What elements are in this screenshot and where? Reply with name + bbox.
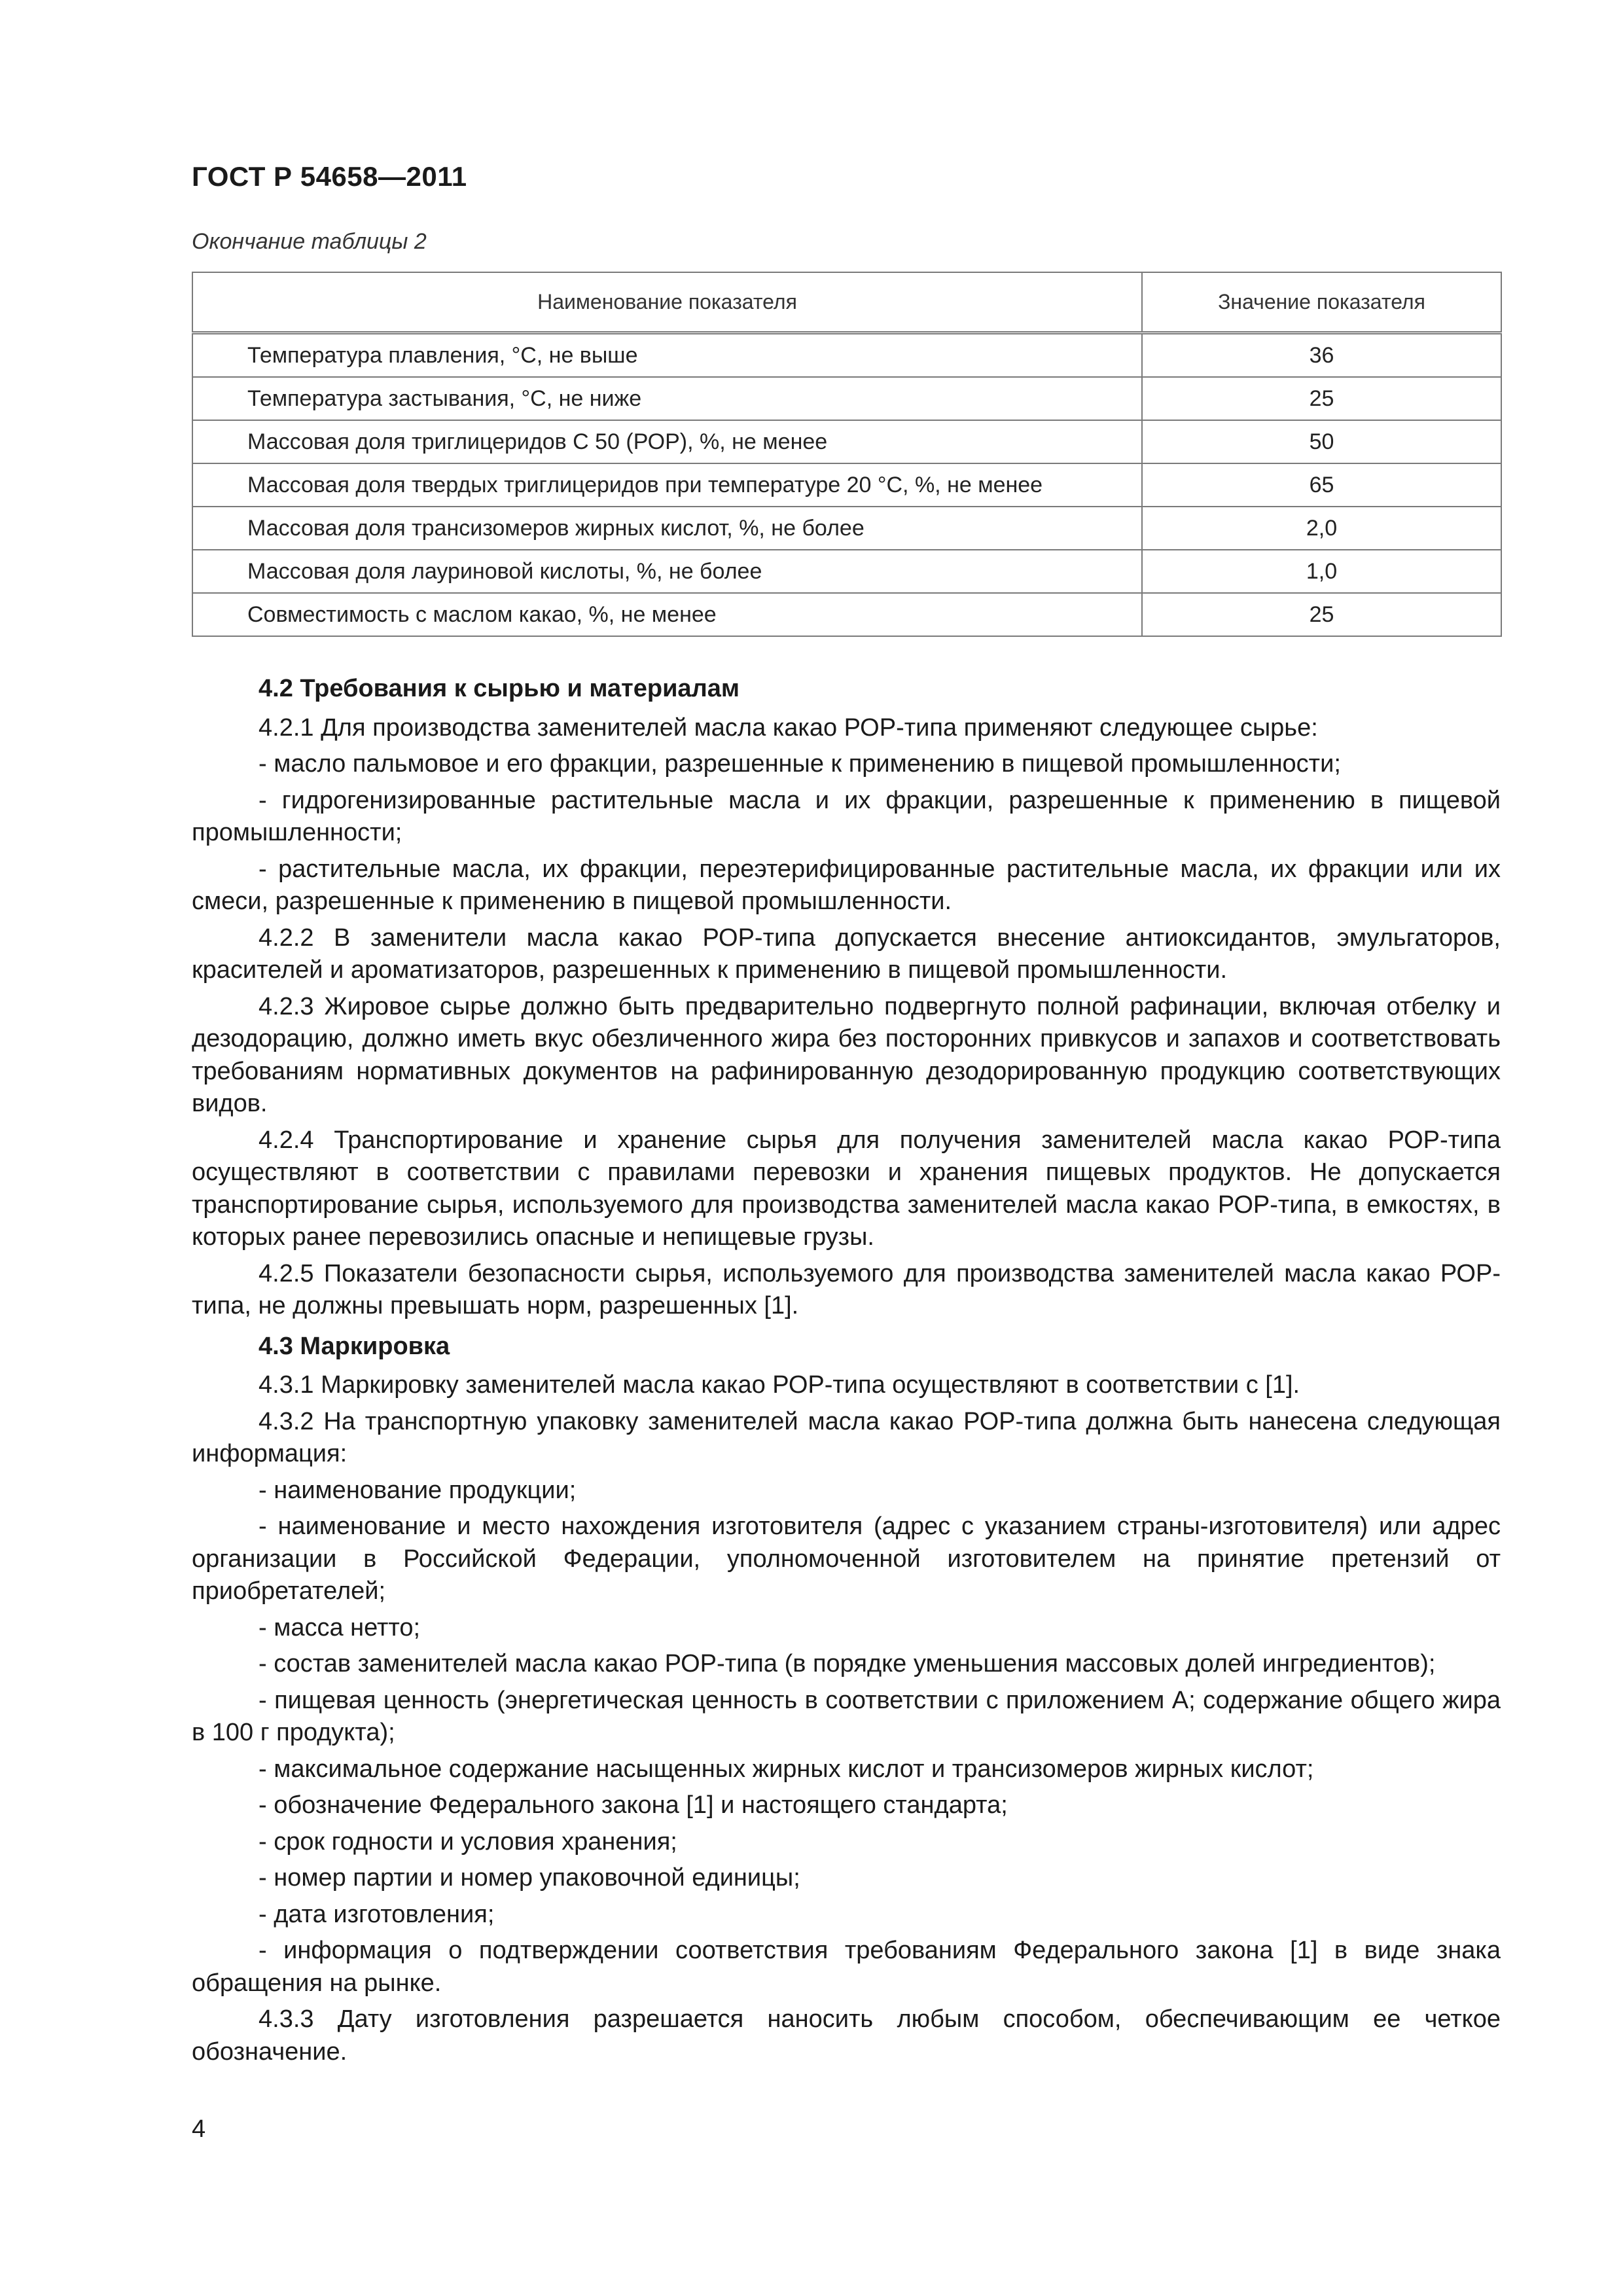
indicator-name: Массовая доля лауриновой кислоты, %, не более <box>192 550 1142 593</box>
indicators-table <box>192 272 1502 637</box>
table-row <box>192 507 1501 550</box>
indicator-value: 1,0 <box>1142 550 1501 593</box>
column-header-value: Значение показателя <box>1142 272 1501 333</box>
indicator-name: Массовая доля твердых триглицеридов при температуре 20 °С, %, не менее <box>192 463 1142 507</box>
paragraph-4-3-1: 4.3.1 Маркировку заменителей масла какао РОР-типа осуществляют в соответствии с [1]. <box>259 1371 1300 1399</box>
section-heading-4-3: 4.3 Маркировка <box>259 1332 450 1360</box>
indicator-value: 25 <box>1142 377 1501 420</box>
list-item: - гидрогенизированные растительные масла и их фракции, разрешенные к применению в пищевой промышленности; <box>192 786 1501 846</box>
indicator-value: 25 <box>1142 593 1501 636</box>
table-row <box>192 550 1501 593</box>
table-row <box>192 377 1501 420</box>
indicator-name: Массовая доля триглицеридов С 50 (РОР), %, не менее <box>192 420 1142 463</box>
indicator-value: 2,0 <box>1142 507 1501 550</box>
table-header-row <box>192 272 1501 333</box>
paragraph-4-3-3: 4.3.3 Дату изготовления разрешается наносить любым способом, обеспечивающим ее четкое обозначение. <box>192 2005 1501 2066</box>
indicator-name: Массовая доля трансизомеров жирных кислот, %, не более <box>192 507 1142 550</box>
document-id: ГОСТ Р 54658—2011 <box>192 161 467 192</box>
paragraph-4-2-5: 4.2.5 Показатели безопасности сырья, используемого для производства заменителей масла какао РОР-типа, не должны превышать норм, разрешенных [1]. <box>192 1259 1501 1319</box>
list-item: - дата изготовления; <box>259 1900 495 1928</box>
indicator-name: Температура застывания, °С, не ниже <box>192 377 1142 420</box>
page-number: 4 <box>192 2115 206 2143</box>
table-row <box>192 420 1501 463</box>
list-item: - наименование продукции; <box>259 1476 577 1504</box>
list-item: - номер партии и номер упаковочной единицы; <box>259 1864 800 1892</box>
indicator-value: 65 <box>1142 463 1501 507</box>
list-item: - информация о подтверждении соответствия требованиям Федерального закона [1] в виде знака обращения на рынке. <box>192 1937 1501 1997</box>
indicator-name: Температура плавления, °С, не выше <box>192 333 1142 378</box>
paragraph-4-2-4: 4.2.4 Транспортирование и хранение сырья для получения заменителей масла какао РОР-типа осуществляют в соответствии с правилами перевозки и хранения пищевых продуктов. Не допускается транспортирование сырья, используемого для производства заменителей масла какао РОР-типа, в емкостях, в которых ранее перевозились опасные и непищевые грузы. <box>192 1126 1501 1251</box>
paragraph-4-2-2: 4.2.2 В заменители масла какао РОР-типа допускается внесение антиоксидантов, эмульгаторов, красителей и ароматизаторов, разрешенных к применению в пищевой промышленности. <box>192 924 1501 984</box>
table-caption: Окончание таблицы 2 <box>192 229 427 254</box>
list-item: - растительные масла, их фракции, переэтерифицированные растительные масла, их фракции или их смеси, разрешенные к применению в пищевой промышленности. <box>192 855 1501 915</box>
list-item: - обозначение Федерального закона [1] и настоящего стандарта; <box>259 1791 1008 1819</box>
paragraph-4-3-2: 4.3.2 На транспортную упаковку заменителей масла какао РОР-типа должна быть нанесена следующая информация: <box>192 1407 1501 1467</box>
indicator-value: 36 <box>1142 333 1501 378</box>
indicator-name: Совместимость с маслом какао, %, не менее <box>192 593 1142 636</box>
list-item: - масса нетто; <box>259 1613 421 1641</box>
list-item: - максимальное содержание насыщенных жирных кислот и трансизомеров жирных кислот; <box>259 1755 1314 1783</box>
table-row <box>192 463 1501 507</box>
section-heading-4-2: 4.2 Требования к сырью и материалам <box>259 675 740 702</box>
list-item: - срок годности и условия хранения; <box>259 1827 677 1856</box>
list-item: - масло пальмовое и его фракции, разрешенные к применению в пищевой промышленности; <box>259 750 1341 778</box>
indicator-value: 50 <box>1142 420 1501 463</box>
document-body <box>192 673 1501 2072</box>
table-row <box>192 593 1501 636</box>
paragraph-4-2-1: 4.2.1 Для производства заменителей масла какао РОР-типа применяют следующее сырье: <box>259 713 1318 742</box>
column-header-name: Наименование показателя <box>192 272 1142 333</box>
table-row <box>192 333 1501 378</box>
list-item: - наименование и место нахождения изготовителя (адрес с указанием страны-изготовителя) или адрес организации в Российской Федерации, уполномоченной изготовителем на принятие претензий от приобретателей; <box>192 1513 1501 1605</box>
list-item: - пищевая ценность (энергетическая ценность в соответствии с приложением А; содержание общего жира в 100 г продукта); <box>192 1686 1501 1746</box>
list-item: - состав заменителей масла какао РОР-типа (в порядке уменьшения массовых долей ингредиентов); <box>259 1650 1436 1677</box>
paragraph-4-2-3: 4.2.3 Жировое сырье должно быть предварительно подвергнуто полной рафинации, включая отбелку и дезодорацию, должно иметь вкус обезличенного жира без посторонних привкусов и запахов и соответствовать требованиям нормативных документов на рафинированную дезодорированную продукцию соответствующих видов. <box>192 992 1501 1117</box>
